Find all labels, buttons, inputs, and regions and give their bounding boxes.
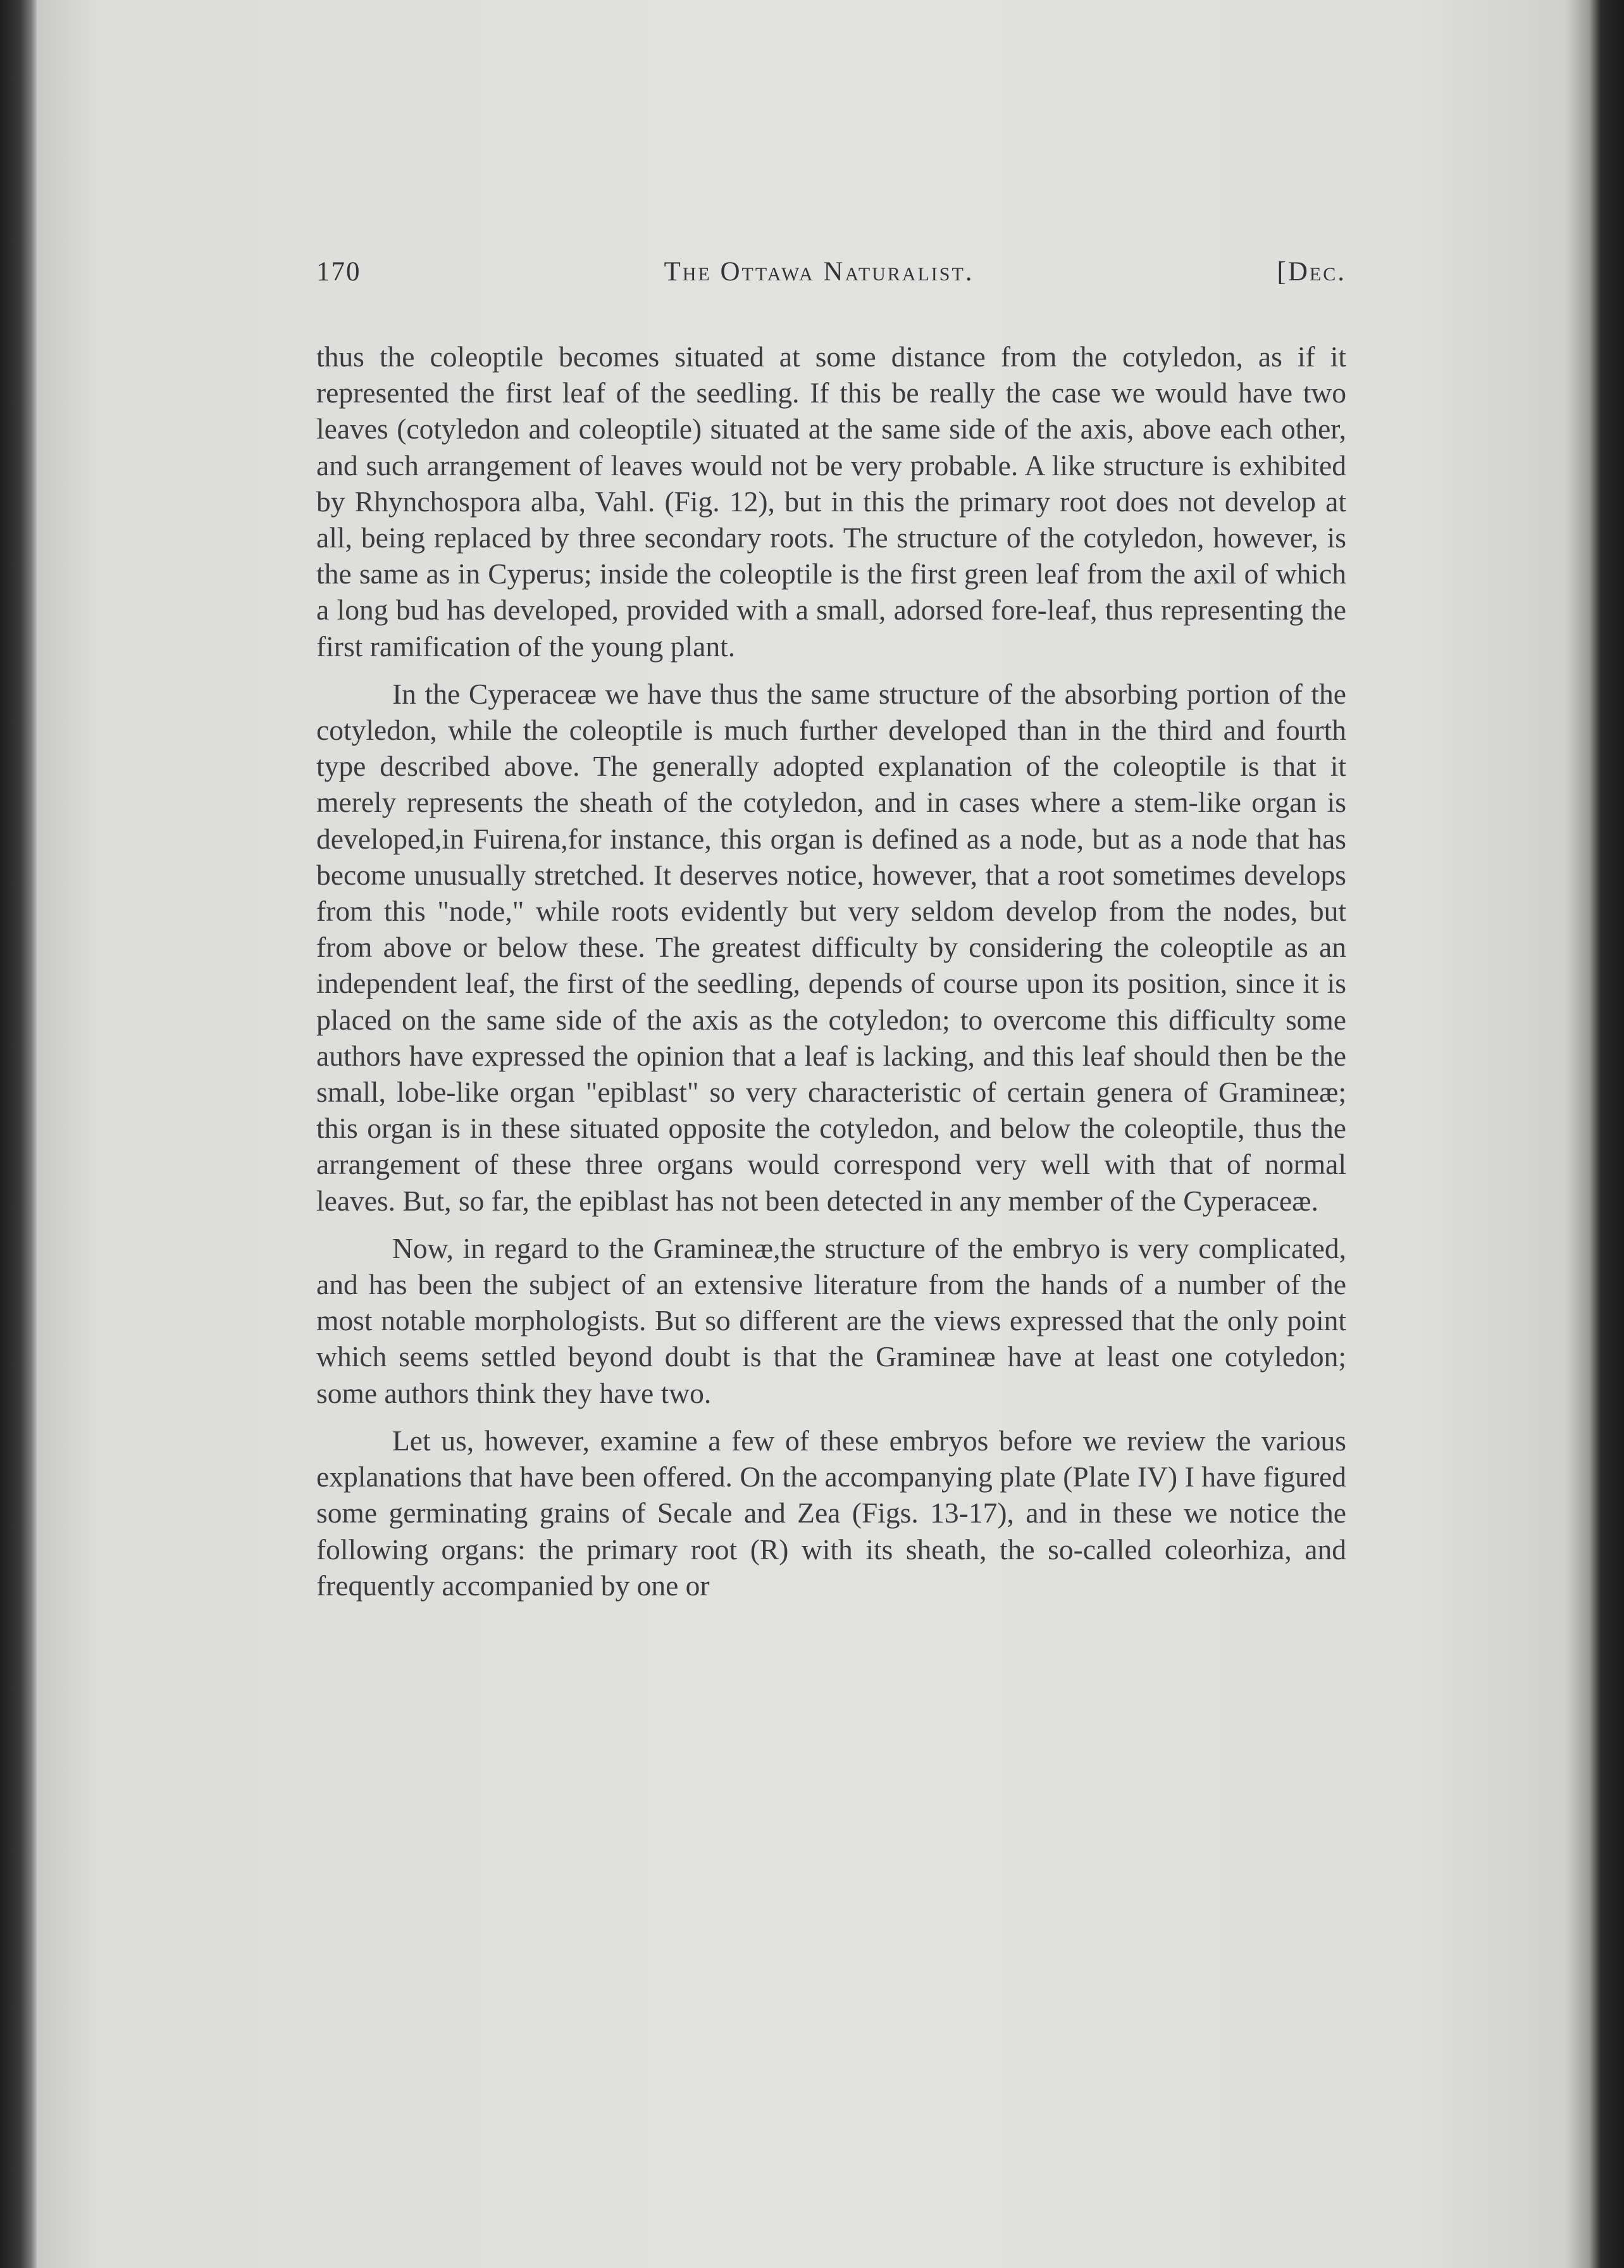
running-head — [316, 256, 1346, 301]
paragraph: Now, in regard to the Gramineæ,the structure of the embryo is very complicated, and has been the subject of an extensive literature from the hands of a number of the most notable morphologists. But so different are the views expressed that the only point which seems settled beyond doubt is that the Gramineæ have at least one cotyledon; some authors think they have two. — [316, 1231, 1346, 1409]
page-number: 170 — [316, 257, 361, 287]
page-content — [316, 256, 1346, 1604]
paragraph: In the Cyperaceæ we have thus the same structure of the absorbing portion of the cotyledon, while the coleoptile is much further developed than in the third and fourth type described above. The generally adopted explanation of the coleoptile is that it merely represents the sheath of the cotyledon, and in cases where a stem-like organ is developed,in Fuirena,for instance, this organ is defined as a node, but as a node that has become unusually stretched. It deserves notice, however, that a root sometimes develops from this "node," while roots evidently but very seldom develop from the nodes, but from above or below these. The greatest difficulty by considering the coleoptile as an independent leaf, the first of the seedling, depends of course upon its position, since it is placed on the same side of the axis as the cotyledon; to overcome this difficulty some authors have expressed the opinion that a leaf is lacking, and this leaf should then be the small, lobe-like organ "epiblast" so very characteristic of certain genera of Gramineæ; this organ is in these situated opposite the cotyledon, and below the coleoptile, thus the arrangement of these three organs would correspond very well with that of normal leaves. But, so far, the epiblast has not been detected in any member of the Cyperaceæ. — [316, 677, 1346, 1217]
issue-month: [Dec. — [1277, 257, 1346, 287]
body-text — [316, 339, 1346, 1604]
paragraph: thus the coleoptile becomes situated at some distance from the cotyledon, as if it represented the first leaf of the seedling. If this be really the case we would have two leaves (cotyledon and coleoptile) situated at the same side of the axis, above each other, and such arrangement of leaves would not be very probable. A like structure is exhibited by Rhynchospora alba, Vahl. (Fig. 12), but in this the primary root does not develop at all, being replaced by three secondary roots. The structure of the cotyledon, however, is the same as in Cyperus; inside the coleoptile is the first green leaf from the axil of which a long bud has developed, provided with a small, adorsed fore-leaf, thus representing the first ramification of the young plant. — [316, 340, 1346, 663]
paragraph: Let us, however, examine a few of these embryos before we review the various explanations that have been offered. On the accompanying plate (Plate IV) I have figured some germinating grains of Secale and Zea (Figs. 13-17), and in these we notice the following organs: the primary root (R) with its sheath, the so-called coleorhiza, and frequently accompanied by one or — [316, 1424, 1346, 1602]
journal-title: The Ottawa Naturalist. — [664, 257, 974, 287]
scan-left-edge — [0, 0, 37, 2268]
scan-right-edge — [1566, 0, 1624, 2268]
